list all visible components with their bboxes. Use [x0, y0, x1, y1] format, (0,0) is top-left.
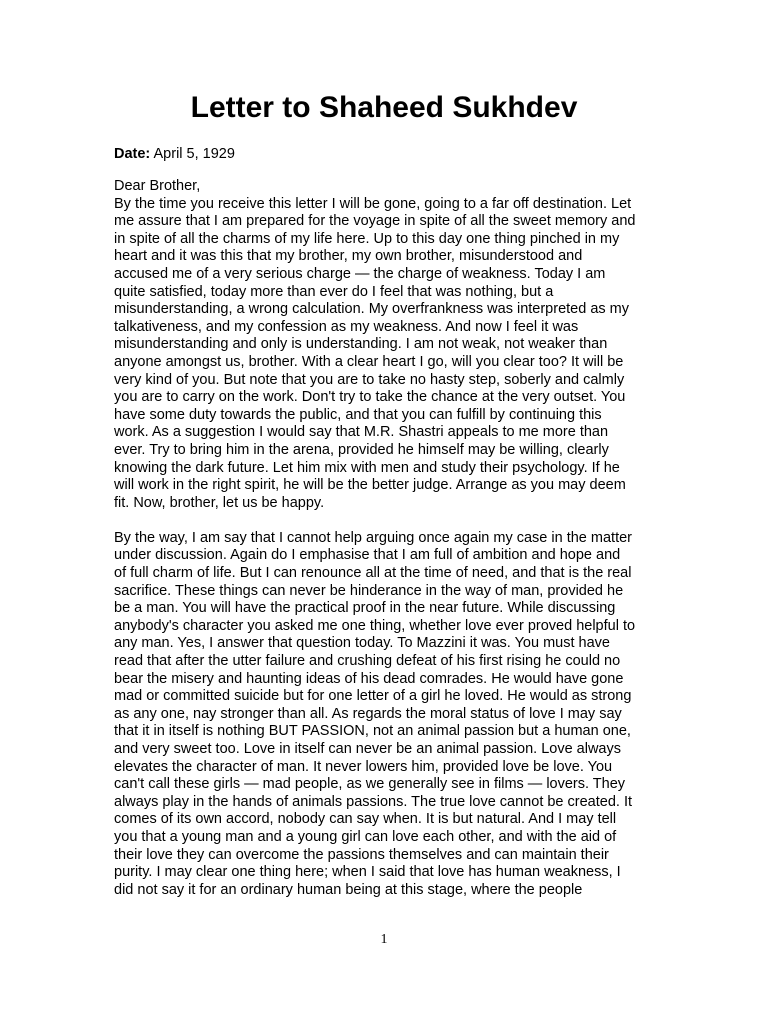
text-line: misunderstanding and only is understanding. I am not weak, not weaker than: [114, 336, 608, 353]
text-line: will work in the right spirit, he will be the better judge. Arrange as you may deem: [114, 477, 626, 494]
text-line: anybody's character you asked me one thing, whether love ever proved helpful to: [114, 617, 636, 634]
date-line: [114, 145, 235, 163]
text-line: work. As a suggestion I would say that M.R. Shastri appeals to me more than: [114, 424, 609, 441]
date-value: April 5, 1929: [153, 146, 235, 162]
date-label: Date:: [114, 146, 151, 162]
text-line: that it in itself is nothing BUT PASSION, not an animal passion but a human one,: [114, 723, 631, 740]
page-number: 1: [380, 932, 388, 947]
text-line: comes of its own accord, nobody can say when. It is but natural. And I may tell: [114, 811, 617, 828]
text-line: under discussion. Again do I emphasise that I am full of ambition and hope and: [114, 547, 621, 564]
letter-body: [114, 178, 674, 917]
text-line: can't call these girls — mad people, as we generally see in films — lovers. They: [114, 776, 626, 793]
text-line: fit. Now, brother, let us be happy.: [114, 494, 325, 511]
text-line: be a man. You will have the practical proof in the near future. While discussing: [114, 600, 616, 617]
text-line: By the way, I am say that I cannot help arguing once again my case in the matter: [114, 529, 632, 546]
text-line: have some duty towards the public, and that you can fulfill by continuing this: [114, 406, 602, 423]
text-line: any man. Yes, I answer that question today. To Mazzini it was. You must have: [114, 635, 610, 652]
text-line: as any one, nay stronger than all. As regards the moral status of love I may say: [114, 705, 622, 722]
letter-paragraph: [114, 530, 674, 899]
text-line: talkativeness, and my confession as my weakness. And now I feel it was: [114, 318, 579, 335]
text-line: anyone amongst us, brother. With a clear heart I go, will you clear too? It will be: [114, 353, 624, 370]
text-line: sacrifice. These things can never be hinderance in the way of man, provided he: [114, 582, 624, 599]
text-line: purity. I may clear one thing here; when I said that love has human weakness, I: [114, 864, 621, 881]
text-line: and very sweet too. Love in itself can never be an animal passion. Love always: [114, 741, 621, 757]
salutation: Dear Brother,: [114, 178, 201, 194]
text-line: you are to carry on the work. Don't try to take the chance at the very outset. You: [114, 389, 626, 406]
text-line: elevates the character of man. It never lowers him, provided love be love. You: [114, 758, 613, 775]
text-line: you that a young man and a young girl can love each other, and with the aid of: [114, 828, 617, 845]
text-line: misunderstanding, a wrong calculation. My overfrankness was interpreted as my: [114, 301, 629, 318]
text-line: always play in the hands of animals passions. The true love cannot be created. It: [114, 793, 633, 810]
text-line: in spite of all the charms of my life here. Up to this day one thing pinched in my: [114, 230, 620, 247]
page-title: Letter to Shaheed Sukhdev: [190, 91, 578, 124]
text-line: of full charm of life. But I can renounce all at the time of need, and that is the real: [114, 565, 632, 582]
text-line: did not say it for an ordinary human being at this stage, where the people: [114, 881, 583, 898]
text-line: me assure that I am prepared for the voyage in spite of all the sweet memory and: [114, 213, 636, 230]
text-line: ever. Try to bring him in the arena, provided he himself may be willing, clearly: [114, 441, 609, 458]
text-line: bear the misery and haunting ideas of his dead comrades. He would have gone: [114, 670, 624, 687]
text-line: mad or committed suicide but for one letter of a girl he loved. He would as strong: [114, 688, 632, 705]
text-line: read that after the utter failure and crushing defeat of his first rising he could no: [114, 653, 621, 670]
text-line: quite satisfied, today more than ever do I feel that was nothing, but a: [114, 283, 554, 300]
text-line: their love they can overcome the passions themselves and can maintain their: [114, 846, 609, 863]
text-line: accused me of a very serious charge — the charge of weakness. Today I am: [114, 265, 606, 282]
text-line: By the time you receive this letter I will be gone, going to a far off destination. Let: [114, 195, 632, 212]
text-line: heart and it was this that my brother, my own brother, misunderstood and: [114, 248, 583, 265]
text-line: knowing the dark future. Let him mix with men and study their psychology. If he: [114, 459, 620, 476]
letter-paragraph: [114, 196, 674, 513]
text-line: very kind of you. But note that you are to take no hasty step, soberly and calmly: [114, 371, 625, 388]
letter-paragraphs: [114, 196, 674, 900]
